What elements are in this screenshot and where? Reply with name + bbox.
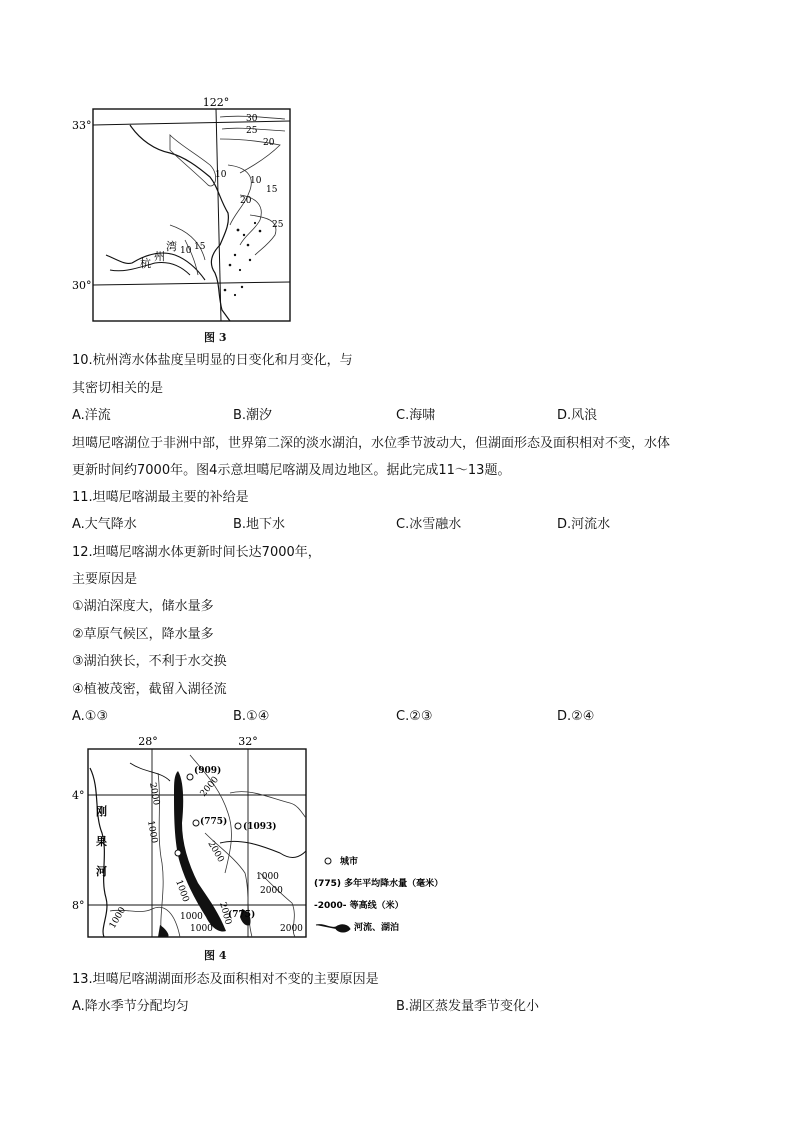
fig3-lon-label: 122°: [202, 96, 230, 109]
legend-river-lake-symbol: [316, 925, 350, 932]
fig3-contour-label: 10: [215, 170, 227, 180]
figure-3-map: [70, 95, 300, 345]
q12-stem-line2: 主要原因是: [72, 572, 138, 587]
fig4-contour-label: 2000: [280, 924, 303, 934]
fig4-contour-label: 1000: [190, 924, 213, 934]
q12-option-a[interactable]: A.①③: [72, 709, 109, 724]
q11-stem: 11.坦噶尼喀湖最主要的补给是: [72, 490, 249, 505]
figure-4: [70, 733, 460, 963]
fig3-contour-label: 20: [240, 196, 252, 206]
fig4-precip-label: (1093): [243, 822, 277, 832]
figure-3-caption: 图 3: [204, 331, 227, 344]
q12-option-b[interactable]: B.①④: [233, 709, 270, 724]
fig3-contour-label: 30: [246, 114, 258, 124]
fig3-contour-label: 10: [180, 246, 192, 256]
fig3-lat-top: 33°: [72, 119, 92, 132]
q10-option-b[interactable]: B.潮汐: [233, 408, 273, 423]
fig4-contour-label: 2000: [198, 774, 222, 799]
q10-stem-line2: 其密切相关的是: [72, 381, 164, 396]
q10-stem-line1: 10.杭州湾水体盐度呈明显的日变化和月变化，与: [72, 353, 353, 368]
fig4-contour-label: 1000: [180, 912, 203, 922]
fig4-contour-label: 2000: [260, 886, 283, 896]
fig3-contour-label: 25: [246, 126, 258, 136]
fig3-contour-label: 20: [263, 138, 275, 148]
q12-item-1: ①湖泊深度大，储水量多: [72, 599, 214, 614]
fig4-precip-label: (775): [200, 817, 228, 827]
fig4-contour-label: 1000: [173, 878, 191, 904]
fig3-place-char: 杭: [140, 257, 151, 270]
q12-option-d[interactable]: D.②④: [557, 709, 595, 724]
fig3-contour-label: 10: [250, 176, 262, 186]
fig4-river-char: 果: [96, 835, 107, 848]
fig4-contour-label: 2000: [205, 839, 226, 865]
q12-stem-line1: 12.坦噶尼喀湖水体更新时间长达7000年，: [72, 545, 321, 560]
fig4-contour-label: 1000: [107, 905, 129, 931]
fig4-lon-label: 28°: [138, 735, 158, 748]
q13-option-a[interactable]: A.降水季节分配均匀: [72, 999, 189, 1014]
legend-city-symbol: [325, 858, 331, 864]
passage-line2: 更新时间约7000年。图4示意坦噶尼喀湖及周边地区。据此完成11～13题。: [72, 463, 511, 478]
q12-item-2: ②草原气候区，降水量多: [72, 627, 214, 642]
fig3-place-char: 州: [154, 250, 165, 263]
q11-option-d[interactable]: D.河流水: [557, 517, 611, 532]
fig4-river-char: 刚: [96, 805, 107, 818]
q13-option-b[interactable]: B.湖区蒸发量季节变化小: [396, 999, 540, 1014]
fig3-lat-bottom: 30°: [72, 279, 92, 292]
fig4-lon-label: 32°: [238, 735, 258, 748]
fig4-precip-label: (775): [228, 910, 256, 920]
legend-precip-label: (775) 多年平均降水量（毫米）: [314, 879, 444, 889]
fig3-contour-label: 15: [266, 185, 278, 195]
fig4-contour-label: 2000: [217, 901, 233, 926]
fig3-contour-label: 25: [272, 220, 284, 230]
q10-option-a[interactable]: A.洋流: [72, 408, 111, 423]
fig4-contour-label: 1000: [145, 819, 159, 845]
q12-item-3: ③湖泊狭长，不利于水交换: [72, 654, 227, 669]
figure-3: [70, 95, 300, 345]
legend-river-lake-label: 河流、湖泊: [354, 923, 400, 933]
fig4-lat-label: 4°: [72, 789, 85, 802]
figure-4-caption: 图 4: [204, 949, 227, 962]
passage-line1: 坦噶尼喀湖位于非洲中部，世界第二深的淡水湖泊，水位季节波动大，但湖面形态及面积相对不变，水体: [72, 436, 671, 451]
q13-stem: 13.坦噶尼喀湖湖面形态及面积相对不变的主要原因是: [72, 972, 379, 987]
fig4-precip-label: (909): [194, 766, 222, 776]
q10-option-c[interactable]: C.海啸: [396, 408, 436, 423]
q11-option-a[interactable]: A.大气降水: [72, 517, 137, 532]
fig4-river-char: 河: [96, 865, 107, 878]
q12-item-4: ④植被茂密，截留入湖径流: [72, 682, 227, 697]
legend-city-label: 城市: [340, 857, 359, 867]
q11-option-b[interactable]: B.地下水: [233, 517, 286, 532]
q12-option-c[interactable]: C.②③: [396, 709, 433, 724]
legend-contour-label: -2000- 等高线（米）: [314, 901, 404, 911]
fig3-contour-label: 15: [194, 242, 206, 252]
fig4-contour-label: 1000: [256, 872, 279, 882]
fig3-place-char: 湾: [166, 240, 177, 253]
q10-option-d[interactable]: D.风浪: [557, 408, 598, 423]
fig4-lat-label: 8°: [72, 899, 85, 912]
figure-4-map: [70, 733, 460, 943]
q11-option-c[interactable]: C.冰雪融水: [396, 517, 462, 532]
fig4-contour-label: 2000: [147, 781, 161, 807]
